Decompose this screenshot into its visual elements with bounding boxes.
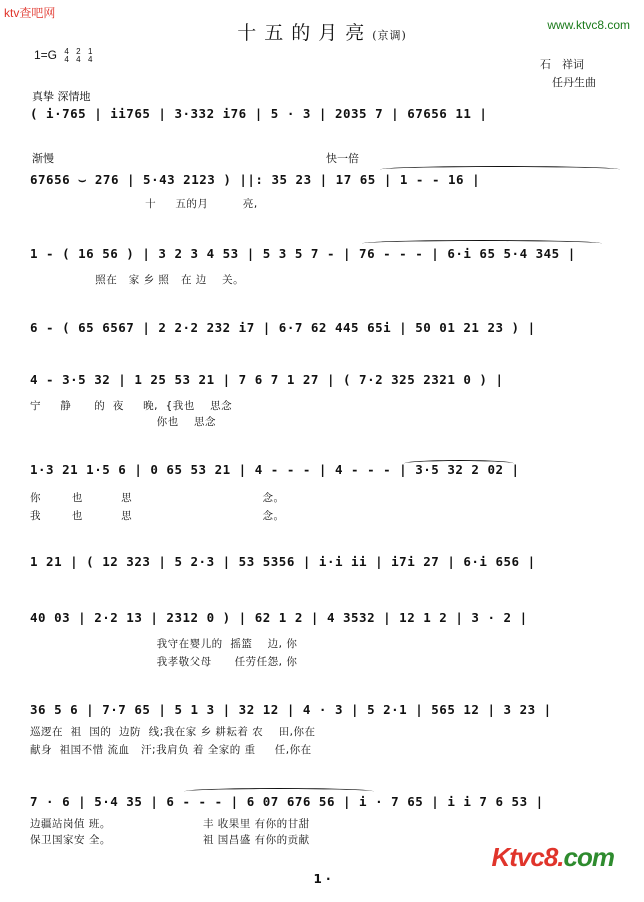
expression-start: 真挚 深情地 [32, 90, 91, 103]
lyric-line-8b: 我孝敬父母 任劳任怨, 你 [30, 656, 298, 668]
slur-line-3 [362, 240, 602, 247]
composer-credit: 任丹生曲 [552, 76, 596, 89]
site-watermark-left: ktv查吧网 [4, 6, 56, 20]
meter-2: 2 4 [76, 47, 81, 64]
expression-slow: 渐慢 [32, 152, 54, 165]
music-line-4: 6 - ( 65 6567 | 2 2·2 232 i7 | 6·7 62 445 65i | 50 01 21 23 ) | [30, 320, 536, 335]
lyric-line-6b: 我 也 思 念。 [30, 510, 285, 522]
song-title [0, 18, 644, 45]
logo-accent: com [563, 842, 614, 872]
music-line-8: 40 03 | 2·2 13 | 2312 0 ) | 62 1 2 | 4 3532 | 12 1 2 | 3 · 2 | [30, 610, 528, 625]
music-line-1: ( i·765 | ii765 | 3·332 i76 | 5 · 3 | 2035 7 | 67656 11 | [30, 106, 488, 121]
logo-main: Ktvc8. [491, 842, 564, 872]
title-subtitle: (京调) [372, 29, 407, 42]
site-watermark-right[interactable]: www.ktvc8.com [547, 18, 630, 32]
slur-line-2 [380, 166, 620, 173]
music-line-5: 4 - 3·5 32 | 1 25 53 21 | 7 6 7 1 27 | ( 7·2 325 2321 0 ) | [30, 372, 504, 387]
music-line-10: 7 · 6 | 5·4 35 | 6 - - - | 6 07 676 56 | i · 7 65 | i i 7 6 53 | [30, 794, 544, 809]
key-signature [34, 48, 92, 64]
expression-fast: 快一倍 [326, 152, 359, 165]
lyric-line-10a: 边疆站岗值 班。 丰 收果里 有你的甘甜 [30, 818, 310, 830]
lyric-line-5b: 你也 思念 [30, 416, 216, 428]
lyric-line-9a: 巡逻在 祖 国的 边防 线;我在家 乡 耕耘着 农 田,你在 [30, 726, 316, 738]
lyric-line-3: 照在 家 乡 照 在 边 关。 [30, 274, 245, 286]
lyric-line-8a: 我守在婴儿的 摇篮 边, 你 [30, 638, 298, 650]
music-line-2: 67656 ⌣ 276 | 5·43 2123 ) ||: 35 23 | 17 65 | 1 - - 16 | [30, 172, 481, 187]
lyric-line-10b: 保卫国家安 全。 祖 国昌盛 有你的贡献 [30, 834, 310, 846]
music-line-3: 1 - ( 16 56 ) | 3 2 3 4 53 | 5 3 5 7 - | 76 - - - | 6·i 65 5·4 345 | [30, 246, 576, 261]
title-text: 十五的月亮 [237, 22, 373, 44]
slur-line-10 [184, 788, 374, 795]
lyricist-credit: 石 祥词 [540, 58, 584, 71]
lyric-line-6a: 你 也 思 念。 [30, 492, 285, 504]
meter-1: 4 4 [64, 47, 69, 64]
site-logo [491, 842, 614, 873]
key-base: 1=G [34, 48, 58, 63]
music-line-9: 36 5 6 | 7·7 65 | 5 1 3 | 32 12 | 4 · 3 | 5 2·1 | 565 12 | 3 23 | [30, 702, 552, 717]
meter-3: 1 4 [87, 47, 93, 64]
page-number: 1 · [313, 872, 331, 886]
slur-line-6 [404, 460, 514, 467]
lyric-line-5a: 宁 静 的 夜 晚, {我也 思念 [30, 400, 233, 412]
lyric-line-9b: 献身 祖国不惜 流血 汗;我肩负 着 全家的 重 任,你在 [30, 744, 312, 756]
lyric-line-2: 十 五的月 亮, [30, 198, 258, 210]
music-line-6: 1·3 21 1·5 6 | 0 65 53 21 | 4 - - - | 4 - - - | 3·5 32 2 02 | [30, 462, 520, 477]
music-line-7: 1 21 | ( 12 323 | 5 2·3 | 53 5356 | i·i ii | i7i 27 | 6·i 656 | [30, 554, 536, 569]
